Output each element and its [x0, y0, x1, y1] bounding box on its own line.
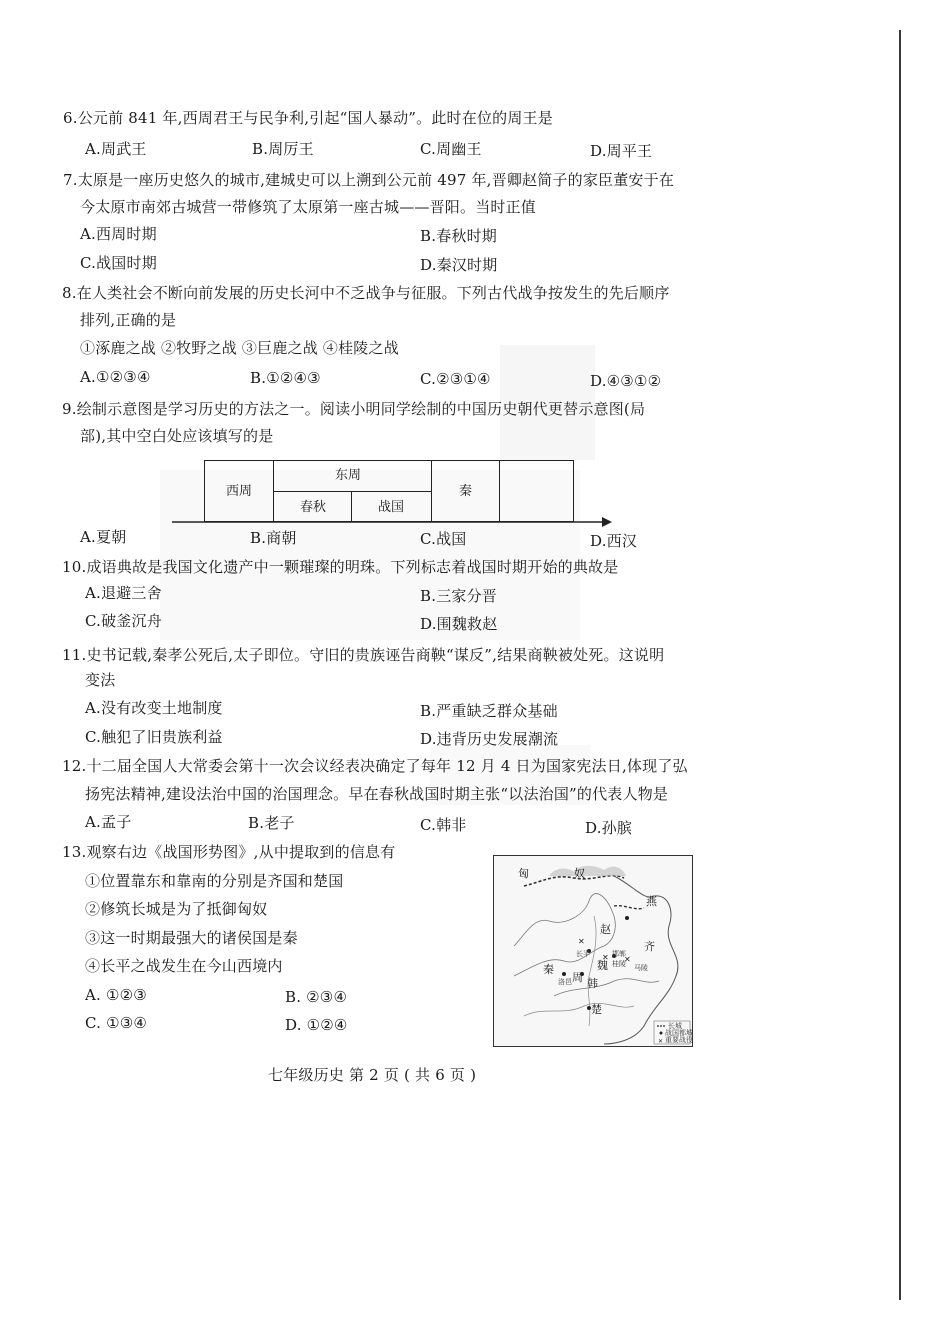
map-place-changping: 长平	[576, 950, 590, 958]
q7-option-d: D.秦汉时期	[420, 256, 498, 274]
q8-stem-line1: 8.在人类社会不断向前发展的历史长河中不乏战争与征服。下列古代战争按发生的先后顺序	[62, 284, 670, 302]
q8-option-a: A.①②③④	[80, 368, 151, 386]
q13-statement-2: ②修筑长城是为了抵御匈奴	[85, 900, 268, 918]
q13-stem: 13.观察右边《战国形势图》,从中提取到的信息有	[62, 843, 396, 861]
q13-statement-4: ④长平之战发生在今山西境内	[85, 957, 283, 975]
q13-statement-1: ①位置靠东和靠南的分别是齐国和楚国	[85, 872, 344, 890]
q11-option-a: A.没有改变土地制度	[85, 699, 223, 717]
map-label-xiongnu-2: 奴	[574, 867, 585, 880]
warring-states-map	[493, 855, 693, 1047]
svg-text:✕: ✕	[624, 955, 631, 964]
q8-option-c: C.②③①④	[420, 370, 491, 388]
q7-option-a: A.西周时期	[80, 225, 157, 243]
q9-option-c: C.战国	[420, 530, 467, 548]
timeline-label-chunqiu: 春秋	[300, 500, 327, 515]
q10-option-c: C.破釜沉舟	[85, 612, 162, 630]
q9-option-d: D.西汉	[590, 532, 638, 550]
q7-stem-line2: 今太原市南郊古城营一带修筑了太原第一座古城——晋阳。当时正值	[80, 198, 537, 216]
q10-option-d: D.围魏救赵	[420, 615, 498, 633]
q10-option-b: B.三家分晋	[420, 587, 497, 605]
q12-stem-line2: 扬宪法精神,建设法治中国的治国理念。早在春秋战国时期主张“以法治国”的代表人物是	[85, 785, 669, 803]
map-legend-capital: 战国都城	[665, 1029, 693, 1037]
q13-option-d: D. ①②④	[285, 1016, 348, 1034]
map-label-han: 韩	[587, 977, 598, 990]
q11-option-c: C.触犯了旧贵族利益	[85, 728, 223, 746]
q10-stem: 10.成语典故是我国文化遗产中一颗璀璨的明珠。下列标志着战国时期开始的典故是	[62, 558, 619, 576]
timeline-label-xizhou: 西周	[226, 484, 253, 499]
q9-stem-line1: 9.绘制示意图是学习历史的方法之一。阅读小明同学绘制的中国历史朝代更替示意图(局	[62, 400, 646, 418]
timeline-label-qin: 秦	[459, 484, 473, 499]
q12-option-b: B.老子	[248, 814, 295, 832]
q12-stem-line1: 12.十二届全国人大常委会第十一次会议经表决确定了每年 12 月 4 日为国家宪法日,体现了弘	[62, 757, 688, 775]
q13-statement-3: ③这一时期最强大的诸侯国是秦	[85, 929, 298, 947]
q11-stem-line1: 11.史书记载,秦孝公死后,太子即位。守旧的贵族诬告商鞅“谋反”,结果商鞅被处死。这说明	[62, 646, 665, 664]
q7-stem-line1: 7.太原是一座历史悠久的城市,建城史可以上溯到公元前 497 年,晋卿赵简子的家臣董安于在	[63, 171, 675, 189]
map-place-guiling: 桂陵	[612, 960, 626, 968]
q6-option-a: A.周武王	[85, 140, 147, 158]
q10-option-a: A.退避三舍	[85, 584, 162, 602]
page-edge-rule	[899, 30, 901, 1300]
q13-option-b: B. ②③④	[285, 988, 348, 1006]
page-footer: 七年级历史 第 2 页 ( 共 6 页 )	[268, 1066, 477, 1084]
q11-stem-line2: 变法	[85, 671, 116, 689]
q6-option-b: B.周厉王	[252, 140, 314, 158]
q8-stem-line2: 排列,正确的是	[80, 311, 177, 329]
q11-option-d: D.违背历史发展潮流	[420, 730, 559, 748]
svg-text:✕: ✕	[602, 953, 609, 962]
timeline-label-dongzhou: 东周	[335, 468, 362, 483]
map-label-qi: 齐	[644, 940, 655, 953]
timeline-label-zhanguo: 战国	[378, 500, 405, 515]
timeline-arrow	[170, 515, 615, 531]
map-label-zhao: 赵	[600, 923, 611, 936]
timeline-divider	[499, 460, 500, 522]
q8-option-b: B.①②④③	[250, 369, 321, 387]
map-place-luoyi: 洛邑	[558, 978, 572, 986]
q12-option-c: C.韩非	[420, 816, 467, 834]
map-label-wei: 魏	[597, 959, 608, 972]
q8-battle-list: ①涿鹿之战 ②牧野之战 ③巨鹿之战 ④桂陵之战	[80, 339, 399, 357]
map-label-chu: 楚	[591, 1003, 602, 1016]
map-legend-greatwall: 长城	[668, 1022, 682, 1030]
q9-option-b: B.商朝	[250, 529, 297, 547]
svg-text:✕: ✕	[578, 937, 585, 946]
map-place-handan: 邯郸	[612, 950, 626, 958]
map-label-yan: 燕	[646, 895, 657, 908]
q11-option-b: B.严重缺乏群众基础	[420, 702, 558, 720]
map-label-zhou: 周	[572, 971, 583, 984]
q7-option-b: B.春秋时期	[420, 227, 497, 245]
map-label-qin: 秦	[543, 963, 554, 976]
q9-stem-line2: 部),其中空白处应该填写的是	[80, 427, 274, 445]
timeline-divider	[273, 491, 432, 492]
q8-option-d: D.④③①②	[590, 372, 662, 390]
map-place-maling: 马陵	[634, 964, 648, 972]
q6-stem: 6.公元前 841 年,西周君王与民争利,引起“国人暴动”。此时在位的周王是	[63, 109, 553, 127]
q7-option-c: C.战国时期	[80, 254, 157, 272]
q9-option-a: A.夏朝	[80, 528, 127, 546]
q13-option-a: A. ①②③	[85, 986, 147, 1004]
q6-option-d: D.周平王	[590, 142, 653, 160]
q12-option-a: A.孟子	[85, 813, 132, 831]
map-drawing	[494, 856, 692, 1046]
map-legend-battle: 重要战役	[665, 1036, 693, 1044]
map-label-xiongnu-1: 匈	[518, 867, 529, 880]
q12-option-d: D.孙膑	[585, 819, 633, 837]
q6-option-c: C.周幽王	[420, 140, 482, 158]
svg-text:✕: ✕	[658, 1038, 664, 1045]
q13-option-c: C. ①③④	[85, 1014, 148, 1032]
